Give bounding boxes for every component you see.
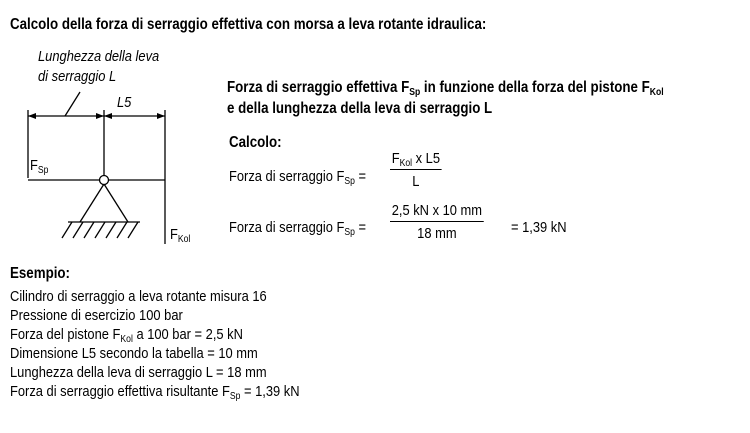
page-title: Calcolo della forza di serraggio effettiva con morsa a leva rotante idraulica: <box>10 16 487 33</box>
l5-label: L5 <box>117 94 132 111</box>
formula1-numerator: $F_{Kol}$ x L5 <box>391 150 441 169</box>
formula1-denominator: L <box>412 173 420 190</box>
formula2-denominator: 18 mm <box>417 225 457 242</box>
example-line-6: Forza di serraggio effettiva risultante $F_{Sp} = 1,39$ kN <box>10 383 300 402</box>
fkol-label: $F_{Kol}$ <box>170 226 191 245</box>
example-line-4: Dimensione L5 secondo la tabella = 10 mm <box>10 345 258 362</box>
formula2-numerator: 2,5 kN x 10 mm <box>390 202 484 222</box>
formula2-result: = 1,39 kN <box>511 219 567 236</box>
formula-heading: Forza di serraggio effettiva $F_{Sp}$ in funzione della forza del pistone $F_{Kol}$ e della lunghezza della leva di serraggio L <box>227 79 664 117</box>
lever-length-label: Lunghezza della leva di serraggio L <box>38 48 160 85</box>
formula1-fraction <box>390 150 442 190</box>
formula1-left: Forza di serraggio $F_{Sp}$ = <box>229 168 367 187</box>
calc-title: Calcolo: <box>229 134 282 151</box>
example-line-3: Forza del pistone $F_{Kol}$ a 100 bar = 2,5 kN <box>10 326 243 345</box>
example-line-5: Lunghezza della leva di serraggio L = 18 mm <box>10 364 267 381</box>
example-line-2: Pressione di esercizio 100 bar <box>10 307 183 324</box>
lever-diagram <box>0 0 230 260</box>
formula2-fraction <box>390 202 484 242</box>
example-title: Esempio: <box>10 265 70 282</box>
example-line-1: Cilindro di serraggio a leva rotante misura 16 <box>10 288 267 305</box>
fsp-label: $F_{Sp}$ <box>30 157 49 176</box>
formula2-left: Forza di serraggio $F_{Sp}$ = <box>229 219 367 238</box>
